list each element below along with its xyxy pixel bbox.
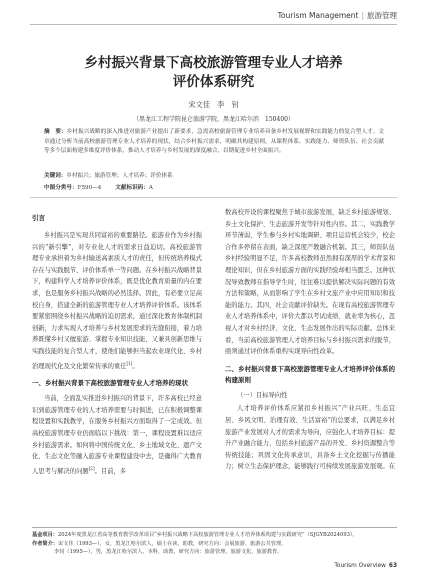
fund-label: 基金项目： xyxy=(32,532,58,538)
title-line-2: 评价体系研究 xyxy=(172,74,255,90)
intro-text: 乡村振兴是实现共同富裕的重要路径。旅游业作为乡村振兴的“新引擎”，对专业化人才的需求日益迫切。高校旅游管理专业承担着为乡村输送高素质人才的责任，但传统培养模式存在与实践脱节、评价体系单一等问题。在乡村振兴战略背景下，构建科学人才培养评价体系，既是优化教育质量的内在要求，也是服务乡村振兴战略的必然选择。因此，有必要立足高校自身，搭建全新的旅游管理专业人才培养评价体系。该体系要紧密围绕乡村振兴战略的迫切需求，通过深化教育体制机制创新，力求实现人才培养与乡村发展需求的无缝衔接，着力培养既懂乡村又擅旅游、掌握专业知识技能，又兼具创新思维与实践技能的复合型人才，使他们能够担当起农业现代化、乡村治理现代化及文化繁荣传承的重任 xyxy=(32,232,203,370)
keywords-text: 乡村振兴；旅游管理；人才培养；评价体系 xyxy=(66,173,173,179)
subsection-heading: （一）目标导向性 xyxy=(237,391,288,399)
right-column xyxy=(225,207,395,473)
title-line-1: 乡村振兴背景下高校旅游管理专业人才培养 xyxy=(84,55,343,71)
abstract-label: 摘 要： xyxy=(44,129,67,135)
classification-line xyxy=(44,183,384,191)
author-note-2-row xyxy=(32,548,397,557)
page-number: 63 xyxy=(388,563,397,569)
reference-1: [1] xyxy=(126,360,133,366)
abstract-text: 乡村振兴战略的深入推进对旅游产业提出了新要求，急需高校旅游管理专业培养具备乡村发展视野和实践能力的复合型人才。文章通过分析当前高校旅游管理专业人才培养的现状，结合乡村振兴需求，明确其构建原则，从课程体系、实践能力、师资队伍、社会贡献等多个层面构建多维度评价体系，推动人才培养与乡村发展的深度融合，以期促进乡村全面振兴。 xyxy=(44,129,384,155)
author-note-label: 作者简介： xyxy=(32,540,58,547)
page-footer xyxy=(334,563,397,569)
clc-value: F590—4 xyxy=(77,185,102,191)
journal-name-en: Tourism Management xyxy=(277,11,359,20)
section-2-heading: 二、乡村振兴背景下高校旅游管理专业人才培养评价体系的构建原则 xyxy=(225,364,395,384)
author-names: 宋文佳 李 钊 xyxy=(188,100,239,109)
doc-code-label: 文献标识码： xyxy=(115,185,149,191)
section-rule xyxy=(30,197,397,198)
author-affiliation: （黑龙江工程学院昆仑旅游学院，黑龙江哈尔滨 150400） xyxy=(133,116,294,123)
header-rule xyxy=(30,24,397,25)
intro-text-end: 。 xyxy=(132,362,139,370)
keywords-label: 关键词： xyxy=(44,173,67,179)
keywords xyxy=(44,171,384,179)
left-column xyxy=(32,207,202,477)
doc-code-value: A xyxy=(148,185,153,191)
footnote xyxy=(32,527,397,557)
footer-journal: Tourism Overview xyxy=(334,563,386,569)
fund-note xyxy=(32,531,397,540)
section-1-paragraph xyxy=(32,393,202,477)
section-1-text-end: 。目前，多 xyxy=(94,467,127,475)
paper-title xyxy=(0,54,427,92)
subsection-paragraph: 人才培养评价体系应紧扣乡村振兴“产业兴旺、生态宜居、乡风文明、治理有效、生活富裕”的总要求，以满足乡村旅游产业发展对人才的需求为导向，应强化人才培养目标：提升产业融合能力，包括乡村旅游产品的开发、乡村资源整合等传统技能；巩固文化传承意识，具备乡土文化挖掘与传播能力；树立生态保护理念，能够践行可持续发展旅游发展观。在 xyxy=(225,405,396,471)
intro-heading: 引言 xyxy=(32,214,45,222)
header-separator: | xyxy=(361,11,364,20)
section-1-heading: 一、乡村振兴背景下高校旅游管理专业人才培养的现状 xyxy=(32,379,188,388)
abstract xyxy=(44,128,384,157)
reference-2: [2] xyxy=(88,465,95,471)
continued-paragraph: 数高校开设的课程聚焦于城市旅游发展，缺乏乡村旅游规划、乡土文化保护、生态旅游开发等针对性内容。其二，实践教学环节薄弱，学生参与乡村实地调研、项目运营机会较少，校企合作多停留在表面，缺乏深度产教融合机制。其三，师资队伍乡村经验明显不足，许多高校教师虽然拥有深厚的学术背景和理论知识，但在乡村旅游方面的实践经验却相当匮乏。这种状况导致教师在指导学生时，往往难以提供解决实际问题的有效方法和策略，从而影响了学生在乡村文旅产业中应用知识和技能的能力。其四，社会贡献评价缺失。在现有高校旅游管理专业人才培养体系中，评价大都以考试成绩、就业率为核心，忽视人才对乡村经济、文化、生态发展作出的实际贡献。总体来看，当前高校旅游管理人才培养目标与乡村振兴需求的脱节，亟须通过评价体系重构实现导向性改革。 xyxy=(225,209,396,356)
author-note xyxy=(32,540,397,549)
author-note-1: 宋文佳（1993—），女，黑龙江哈尔滨人，硕士在读，助教，研究方向：会展旅游、旅游公共管理。 xyxy=(57,540,287,547)
author-note-2: 李钊（1995—），男，黑龙江哈尔滨人，本科，助教，研究方向：旅游管理、旅游文化、旅游教育。 xyxy=(54,549,283,556)
running-header xyxy=(278,10,397,21)
intro-paragraph xyxy=(32,230,202,372)
section-1-text: 当前，全面乱实推进乡村振兴的背景下，许多高校已经意识到旅游管理专业的人才培养需要与时俱进，已在积极调整课程设置和实践教学，在服务乡村振兴方面取得了一定成效。但高校旅游管理专业仍面临以下挑战：第一，课程设置难以适应乡村旅游需求。如何将中国传统文化、乡土地域文化、遗产文化、生态文化等融入旅游专业课程建设中去，是确得广大教育人思考与解决的问题 xyxy=(32,395,203,475)
clc-label: 中图分类号： xyxy=(44,185,78,191)
journal-name-cn: 旅游管理 xyxy=(367,11,397,20)
fund-text: 2024年度黑龙江省高等教育教学改革项目“乡村振兴战略下高校旅游管理专业人才培养体系构建与实践研究”（SJGYB2024093）。 xyxy=(57,532,358,538)
